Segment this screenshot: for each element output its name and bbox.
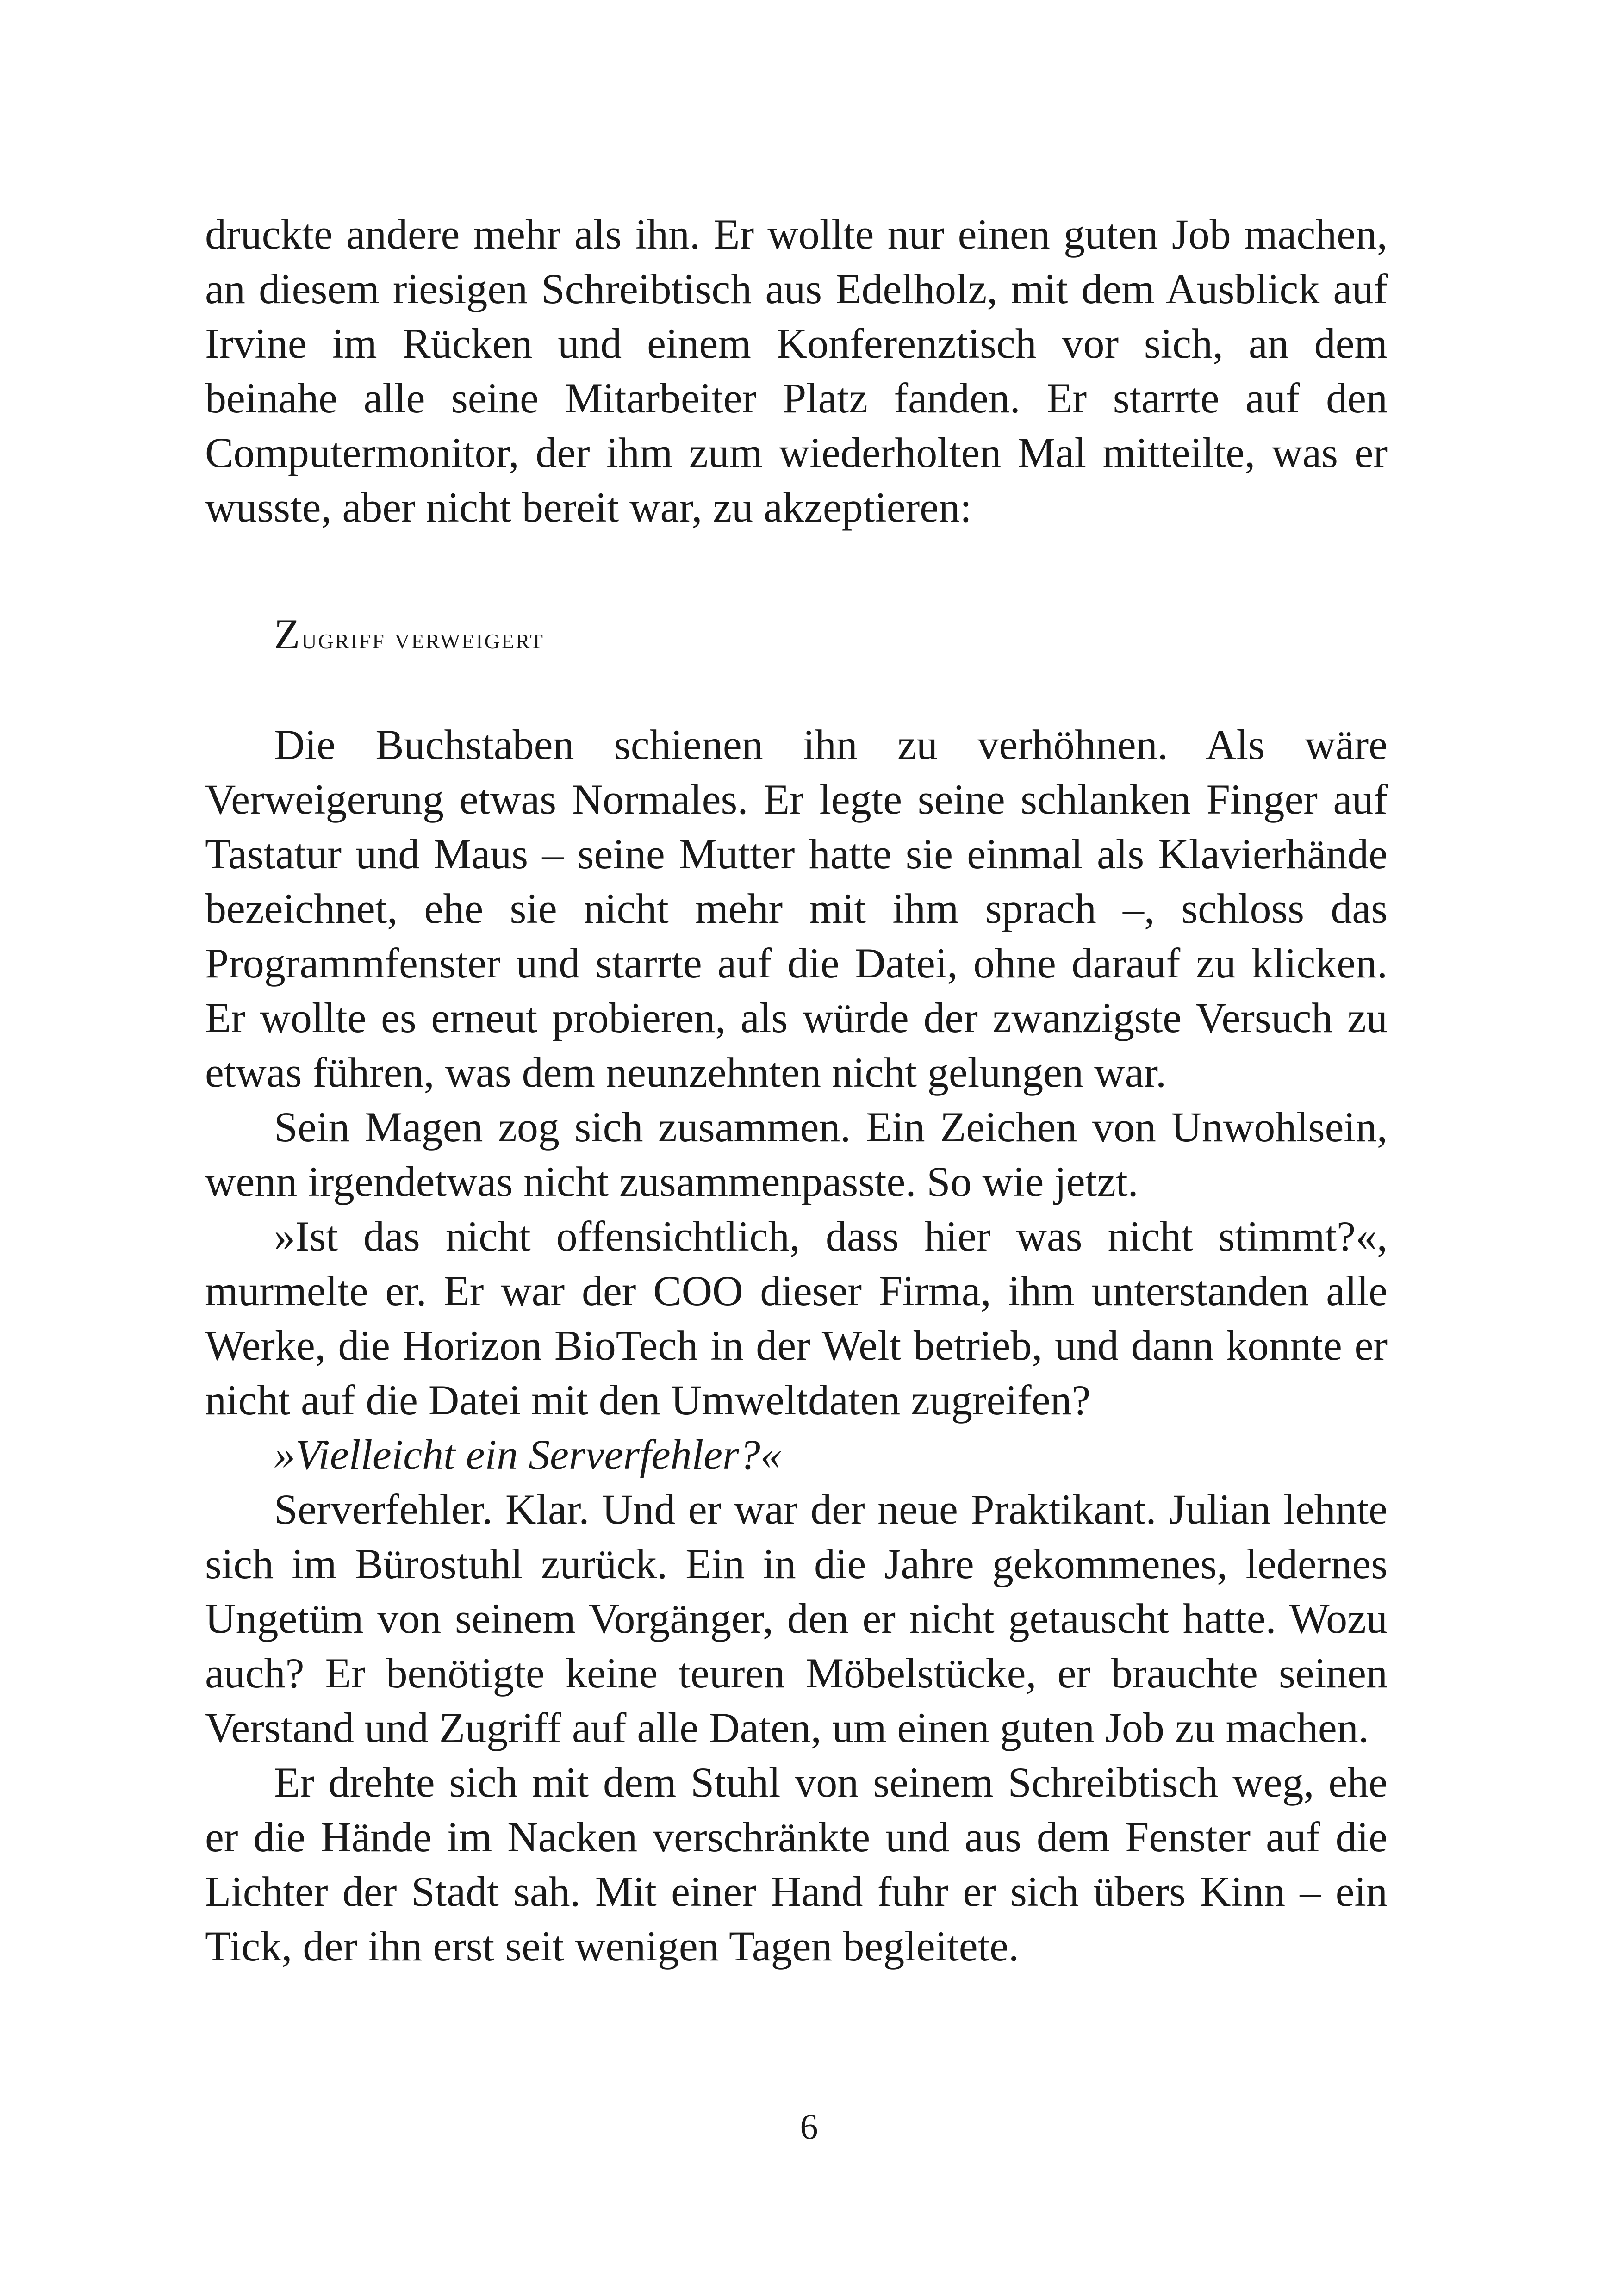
text-block-top — [205, 207, 1388, 535]
paragraph-continuation: druckte andere mehr als ihn. Er wollte nur einen guten Job machen, an diesem riesigen Schreibtisch aus Edelholz, mit dem Ausblick auf Irvine im Rücken und einem Konferenztisch vor sich, an dem beinahe alle seine Mitarbeiter Platz fanden. Er starrte auf den Computermonitor, der ihm zum wiederholten Mal mitteilte, was er wusste, aber nicht bereit war, zu akzeptieren: — [205, 211, 1388, 531]
paragraph: Serverfehler. Klar. Und er war der neue Praktikant. Julian lehnte sich im Bürostuhl zurück. Ein in die Jahre gekommenes, ledernes Ungetüm von seinem Vorgänger, den er nicht getauscht hatte. Wozu auch? Er benötigte keine teuren Möbelstücke, er brauchte seinen Verstand und Zugriff auf alle Daten, um einen guten Job zu machen. — [205, 1486, 1388, 1751]
system-message-rest: ugriff verweigert — [301, 622, 544, 655]
paragraph: »Ist das nicht offensichtlich, dass hier was nicht stimmt?«, murmelte er. Er war der COO dieser Firma, ihm unterstanden alle Werke, die Horizon BioTech in der Welt betrieb, und dann konnte er nicht auf die Datei mit den Umweltdaten zugreifen? — [205, 1213, 1388, 1424]
paragraph-italic-thought: »Vielleicht ein Serverfehler?« — [274, 1431, 782, 1478]
system-message-access-denied — [274, 610, 544, 659]
paragraph: Sein Magen zog sich zusammen. Ein Zeichen von Unwohlsein, wenn irgendetwas nicht zusammenpasste. So wie jetzt. — [205, 1103, 1388, 1205]
system-message-initial: Z — [274, 610, 302, 658]
text-block-main — [205, 717, 1388, 1973]
paragraph: Er drehte sich mit dem Stuhl von seinem Schreibtisch weg, ehe er die Hände im Nacken verschränkte und aus dem Fenster auf die Lichter der Stadt sah. Mit einer Hand fuhr er sich übers Kinn – ein Tick, der ihn erst seit wenigen Tagen begleitete. — [205, 1759, 1388, 1970]
page-number: 6 — [800, 2106, 818, 2147]
paragraph: Die Buchstaben schienen ihn zu verhöhnen. Als wäre Verweigerung etwas Normales. Er legte seine schlanken Finger auf Tastatur und Maus – seine Mutter hatte sie einmal als Klavierhände bezeichnet, ehe sie nicht mehr mit ihm sprach –, schloss das Programmfenster und starrte auf die Datei, ohne darauf zu klicken. Er wollte es erneut probieren, als würde der zwanzigste Versuch zu etwas führen, was dem neunzehnten nicht gelungen war. — [205, 721, 1388, 1096]
